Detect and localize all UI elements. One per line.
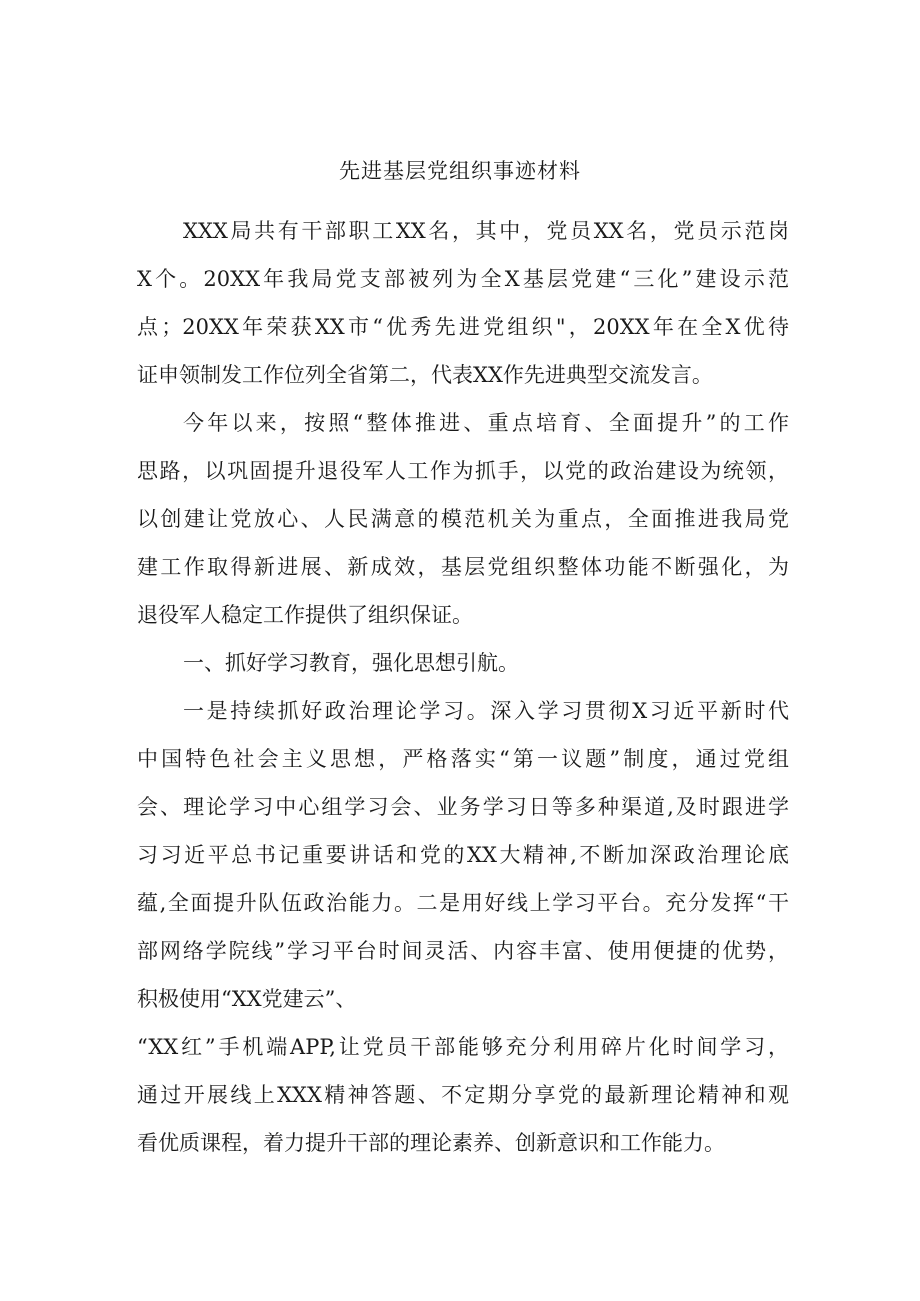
paragraph-1-line-4: 证申领制发工作位列全省第二，代表XX作先进典型交流发言。 bbox=[137, 363, 713, 387]
paragraph-3-line-10: 看优质课程，着力提升干部的理论素养、创新意识和工作能力。 bbox=[137, 1131, 725, 1155]
paragraph-3-line-4: 习习近平总书记重要讲话和党的XX大精神,不断加深政治理论底 bbox=[137, 843, 789, 867]
paragraph-1-line-1: XXX局共有干部职工XX名，其中，党员XX名，党员示范岗 bbox=[183, 219, 789, 243]
paragraph-2-line-5: 退役军人稳定工作提供了组织保证。 bbox=[137, 603, 473, 627]
document-title: 先进基层党组织事迹材料 bbox=[339, 159, 581, 183]
paragraph-3-line-1: 一是持续抓好政治理论学习。深入学习贯彻X习近平新时代 bbox=[183, 699, 789, 723]
paragraph-3-line-7: 积极使用“XX党建云”、 bbox=[137, 987, 357, 1011]
paragraph-2-line-4: 建工作取得新进展、新成效，基层党组织整体功能不断强化，为 bbox=[137, 555, 789, 579]
paragraph-3-line-3: 会、理论学习中心组学习会、业务学习日等多种渠道,及时跟进学 bbox=[137, 795, 789, 819]
paragraph-3-line-2: 中国特色社会主义思想，严格落实“第一议题”制度，通过党组 bbox=[137, 747, 789, 771]
paragraph-2-line-3: 以创建让党放心、人民满意的模范机关为重点，全面推进我局党 bbox=[137, 507, 789, 531]
paragraph-2-line-1: 今年以来，按照“整体推进、重点培育、全面提升”的工作 bbox=[183, 411, 789, 435]
paragraph-3-line-9: 通过开展线上XXX精神答题、不定期分享党的最新理论精神和观 bbox=[137, 1083, 789, 1107]
paragraph-3-line-8: “XX红”手机端APP,让党员干部能够充分利用碎片化时间学习， bbox=[137, 1035, 789, 1059]
paragraph-3-line-6: 部网络学院线”学习平台时间灵活、内容丰富、使用便捷的优势， bbox=[137, 939, 789, 963]
paragraph-1-line-2: X个。20XX年我局党支部被列为全X基层党建“三化”建设示范 bbox=[137, 267, 789, 291]
section-heading-1: 一、抓好学习教育，强化思想引航。 bbox=[183, 651, 519, 675]
paragraph-3-line-5: 蕴,全面提升队伍政治能力。二是用好线上学习平台。充分发挥“干 bbox=[137, 891, 789, 915]
paragraph-2-line-2: 思路，以巩固提升退役军人工作为抓手，以党的政治建设为统领， bbox=[137, 459, 789, 483]
paragraph-1-line-3: 点；20XX年荣获XX市“优秀先进党组织"，20XX年在全X优待 bbox=[137, 315, 789, 339]
